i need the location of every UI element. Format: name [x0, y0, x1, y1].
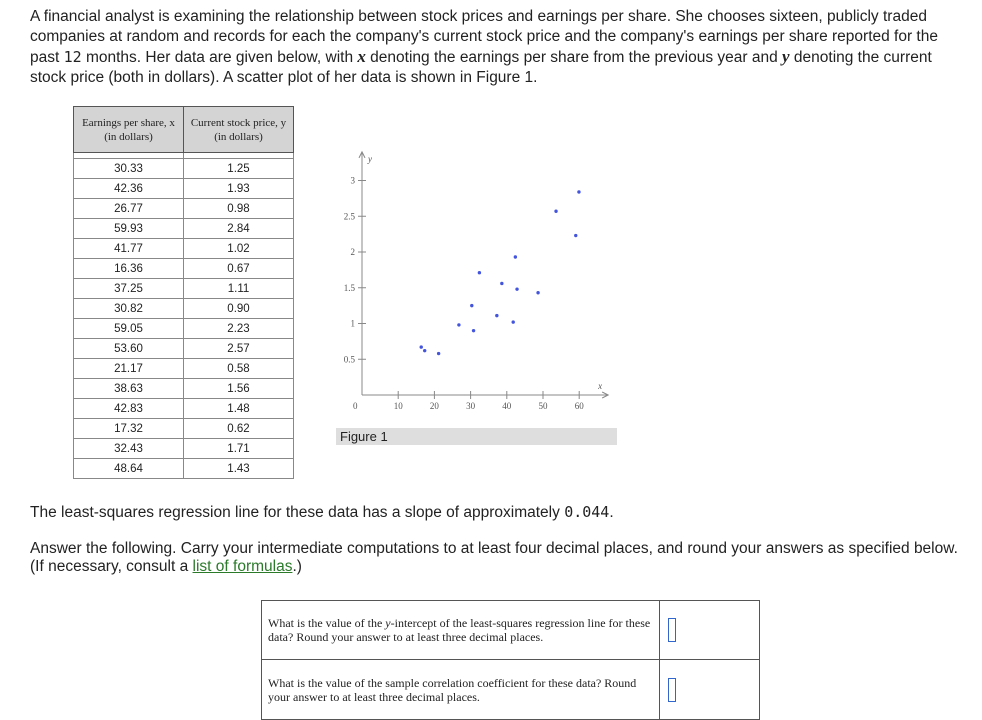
data-point [478, 271, 481, 274]
price-cell: 1.25 [184, 159, 294, 179]
data-point [500, 282, 503, 285]
table-row [74, 279, 294, 299]
earnings-cell: 53.60 [74, 339, 184, 359]
intro-text-3: denoting the earnings per share from the previous year and [365, 49, 783, 66]
price-cell: 1.71 [184, 439, 294, 459]
earnings-cell: 32.43 [74, 439, 184, 459]
price-cell: 1.93 [184, 179, 294, 199]
slope-value: 0.044 [564, 503, 610, 521]
data-point [515, 287, 518, 290]
intro-text-4: denoting the current stock price (both in dollars). A scatter plot of her data is shown in Figure 1. [30, 49, 932, 86]
price-cell: 0.67 [184, 259, 294, 279]
table-row [74, 439, 294, 459]
x-tick-label: 60 [574, 401, 584, 411]
price-cell: 0.58 [184, 359, 294, 379]
x-tick-label: 40 [502, 401, 512, 411]
price-cell: 1.56 [184, 379, 294, 399]
y-tick-label: 3 [350, 175, 355, 186]
data-point [577, 190, 580, 193]
table-row [74, 219, 294, 239]
earnings-cell: 42.83 [74, 399, 184, 419]
price-header: Current stock price, y (in dollars) [184, 107, 294, 153]
intro-text-2: months. Her data are given below, with [81, 49, 358, 66]
table-row [74, 419, 294, 439]
data-point [437, 352, 440, 355]
price-cell: 1.11 [184, 279, 294, 299]
table-row [74, 239, 294, 259]
price-cell: 1.43 [184, 459, 294, 479]
question-row [262, 601, 760, 660]
earnings-cell: 21.17 [74, 359, 184, 379]
y-tick-label: 1.5 [343, 282, 355, 293]
earnings-cell: 17.32 [74, 419, 184, 439]
data-point [472, 329, 475, 332]
x-tick-label: 30 [466, 401, 476, 411]
price-cell: 0.62 [184, 419, 294, 439]
table-row [74, 199, 294, 219]
price-cell: 1.48 [184, 399, 294, 419]
earnings-cell: 26.77 [74, 199, 184, 219]
data-point [457, 323, 460, 326]
table-row [74, 359, 294, 379]
data-point [420, 345, 423, 348]
y-variable-inline: y [385, 616, 391, 630]
x-tick-label: 10 [393, 401, 403, 411]
earnings-cell: 42.36 [74, 179, 184, 199]
y-tick-label: 1 [350, 318, 355, 329]
question-row [262, 660, 760, 720]
scatter-plot [333, 140, 623, 420]
slope-statement: The least-squares regression line for these data has a slope of approximately 0.044. [30, 503, 614, 521]
figure-caption: Figure 1 [336, 428, 617, 445]
data-point [554, 210, 557, 213]
data-point [514, 255, 517, 258]
data-point [536, 291, 539, 294]
table-row [74, 399, 294, 419]
x-tick-label: 20 [429, 401, 439, 411]
earnings-cell: 38.63 [74, 379, 184, 399]
table-row [74, 259, 294, 279]
y-tick-label: 2.5 [343, 211, 355, 222]
table-row [74, 179, 294, 199]
price-cell: 2.84 [184, 219, 294, 239]
price-cell: 2.23 [184, 319, 294, 339]
table-row [74, 299, 294, 319]
formulas-link[interactable]: list of formulas [192, 558, 293, 575]
table-row [74, 159, 294, 179]
y-variable: y [782, 47, 790, 66]
earnings-cell: 16.36 [74, 259, 184, 279]
data-table-body [74, 153, 294, 479]
price-cell: 2.57 [184, 339, 294, 359]
table-row [74, 459, 294, 479]
earnings-header: Earnings per share, x (in dollars) [74, 107, 184, 153]
earnings-cell: 48.64 [74, 459, 184, 479]
x-axis-label: x [598, 381, 603, 391]
data-point [470, 304, 473, 307]
earnings-cell: 30.33 [74, 159, 184, 179]
instructions: Answer the following. Carry your intermediate computations to at least four decimal places, and round your answers as specified below. (If necessary, consult a list of formulas.) [30, 540, 958, 575]
data-point [495, 314, 498, 317]
earnings-cell: 59.93 [74, 219, 184, 239]
price-cell: 1.02 [184, 239, 294, 259]
price-cell: 0.90 [184, 299, 294, 319]
y-tick-label: 0.5 [343, 354, 355, 365]
table-row [74, 379, 294, 399]
answer-cell-2 [660, 660, 760, 720]
y-intercept-answer-input[interactable] [668, 618, 676, 642]
data-table [73, 106, 294, 479]
questions-table [261, 600, 760, 720]
intro-text-1: A financial analyst is examining the relationship between stock prices and earnings per share. She chooses sixteen, publicly traded companies at random and records for each the company's current stock price and the company's earnings per share reported for the past [30, 8, 938, 66]
price-cell: 0.98 [184, 199, 294, 219]
data-point [512, 320, 515, 323]
correlation-answer-input[interactable] [668, 678, 676, 702]
months-value: 12 [63, 48, 82, 66]
question-2-text: What is the value of the sample correlation coefficient for these data? Round your answer to at least three decimal places. [262, 660, 660, 720]
earnings-cell: 41.77 [74, 239, 184, 259]
earnings-cell: 30.82 [74, 299, 184, 319]
y-tick-label: 2 [350, 247, 355, 257]
table-row [74, 319, 294, 339]
data-point [423, 349, 426, 352]
answer-cell-1 [660, 601, 760, 660]
origin-label: 0 [353, 401, 358, 411]
x-tick-label: 50 [538, 401, 548, 411]
y-axis-label: y [368, 153, 372, 164]
problem-intro [30, 7, 970, 88]
earnings-cell: 37.25 [74, 279, 184, 299]
question-1-text: What is the value of the y-intercept of the least-squares regression line for these data? Round your answer to at least three decimal places. [262, 601, 660, 660]
earnings-cell: 59.05 [74, 319, 184, 339]
data-point [574, 234, 577, 237]
table-row [74, 339, 294, 359]
x-variable: x [357, 47, 366, 66]
